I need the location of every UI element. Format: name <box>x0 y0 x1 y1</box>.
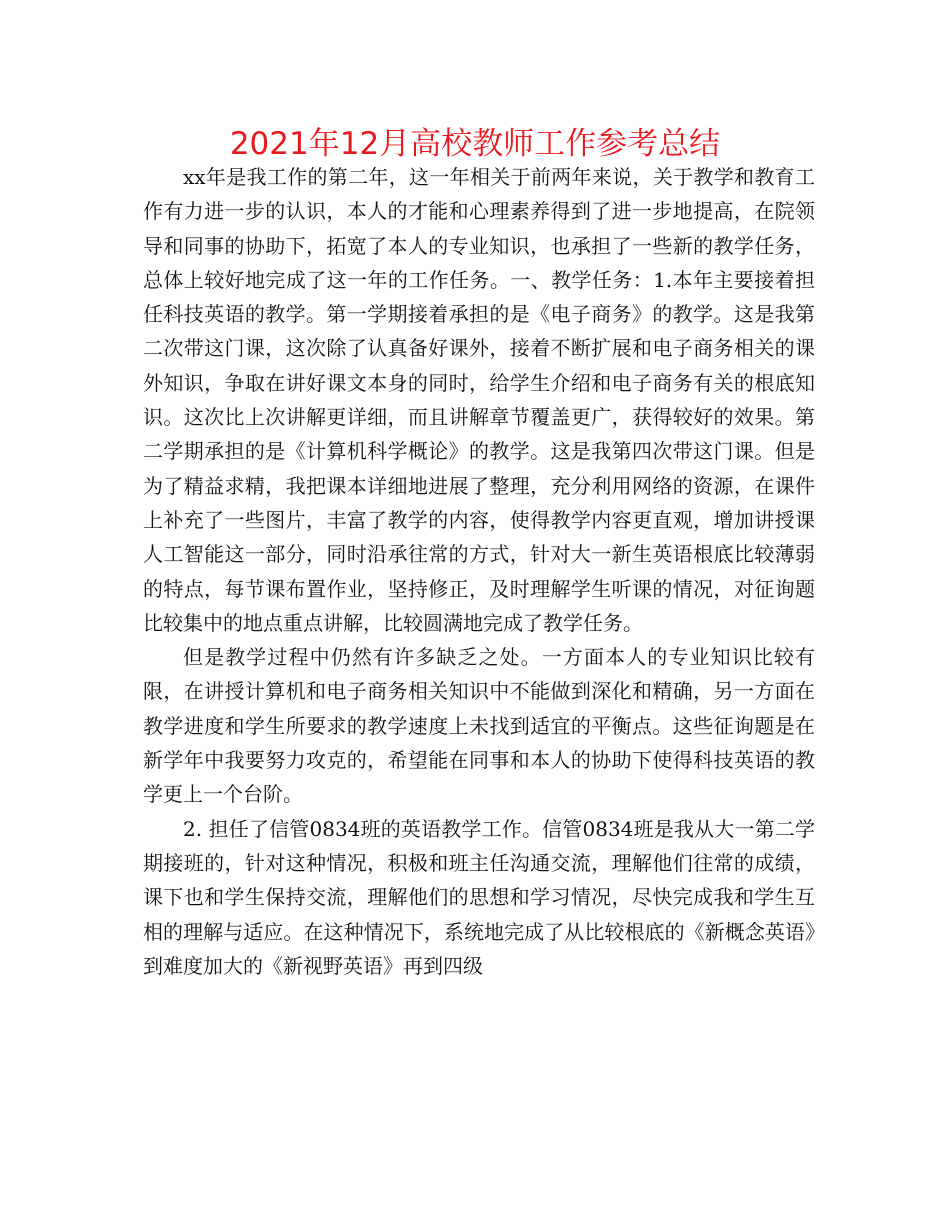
document-title: 2021年12月高校教师工作参考总结 <box>229 126 721 162</box>
paragraph-2: 但是教学过程中仍然有许多缺乏之处。一方面本人的专业知识比较有限，在讲授计算机和电子商务相关知识中不能做到深化和精确，另一方面在教学进度和学生所要求的教学速度上未找到适宜的平衡点。这些征询题是在新学年中我要努力攻克的，希望能在同事和本人的协助下使得科技英语的教学更上一个台阶。 <box>143 645 815 807</box>
document-body <box>143 160 815 983</box>
paragraph-3: 2. 担任了信管0834班的英语教学工作。信管0834班是我从大一第二学期接班的，针对这种情况，积极和班主任沟通交流，理解他们往常的成绩，课下也和学生保持交流，理解他们的思想和学习情况，尽快完成我和学生互相的理解与适应。在这种情况下，系统地完成了从比较根底的《新概念英语》到难度加大的《新视野英语》再到四级 <box>143 816 815 978</box>
paragraph-1: xx年是我工作的第二年，这一年相关于前两年来说，关于教学和教育工作有力进一步的认识，本人的才能和心理素养得到了进一步地提高，在院领导和同事的协助下，拓宽了本人的专业知识，也承担了一些新的教学任务，总体上较好地完成了这一年的工作任务。一、教学任务：1.本年主要接着担任科技英语的教学。第一学期接着承担的是《电子商务》的教学。这是我第二次带这门课，这次除了认真备好课外，接着不断扩展和电子商务相关的课外知识，争取在讲好课文本身的同时，给学生介绍和电子商务有关的根底知识。这次比上次讲解更详细，而且讲解章节覆盖更广，获得较好的效果。第二学期承担的是《计算机科学概论》的教学。这是我第四次带这门课。但是为了精益求精，我把课本详细地进展了整理，充分利用网络的资源，在课件上补充了一些图片，丰富了教学的内容，使得教学内容更直观，增加讲授课人工智能这一部分，同时沿承往常的方式，针对大一新生英语根底比较薄弱的特点，每节课布置作业，坚持修正，及时理解学生听课的情况，对征询题比较集中的地点重点讲解，比较圆满地完成了教学任务。 <box>143 165 815 635</box>
